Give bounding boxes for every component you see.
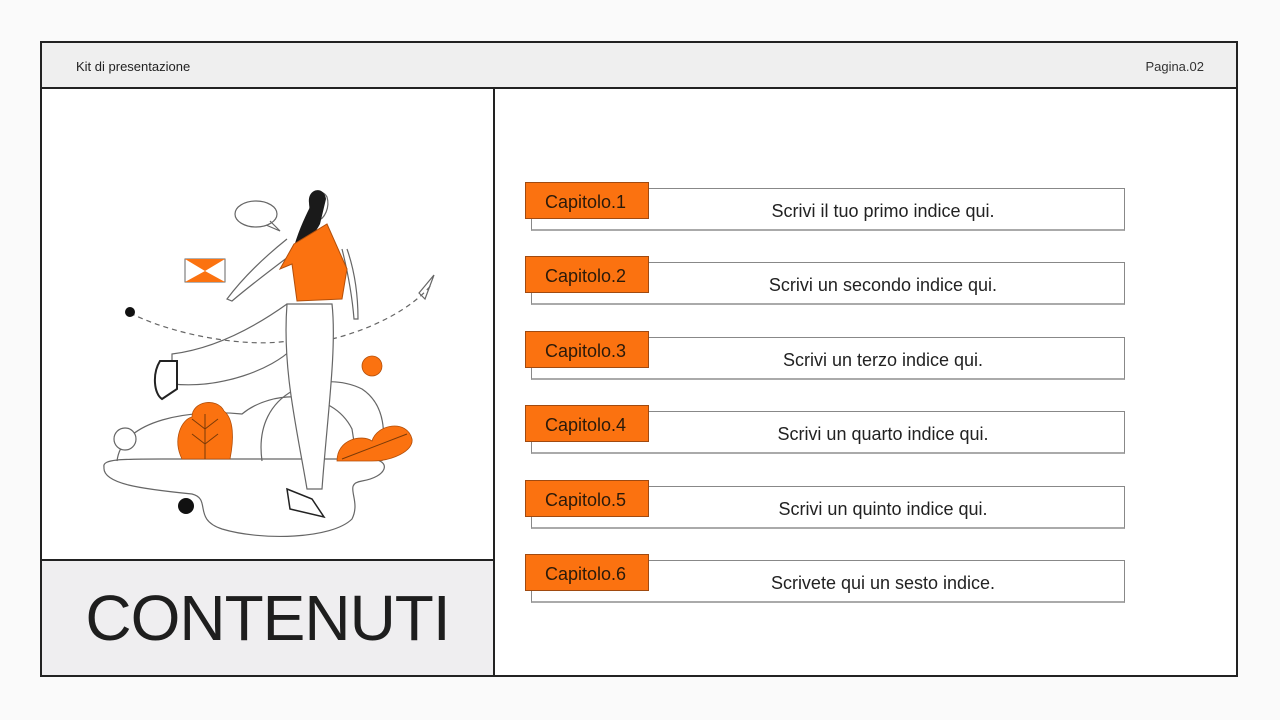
chapter-tag xyxy=(525,405,649,442)
chapter-tag xyxy=(525,256,649,293)
chapter-row-3[interactable] xyxy=(525,331,1125,381)
chapter-text: Scrivi il tuo primo indice qui. xyxy=(771,201,995,221)
chapter-row-4[interactable] xyxy=(525,405,1125,455)
chapter-row-6[interactable] xyxy=(525,554,1125,604)
title-panel xyxy=(42,559,493,675)
chapter-text: Scrivi un terzo indice qui. xyxy=(782,350,984,370)
chapter-text: Scrivi un quarto indice qui. xyxy=(777,424,989,444)
chapter-tag xyxy=(525,331,649,368)
chapter-tag xyxy=(525,182,649,219)
chapter-text: Scrivi un secondo indice qui. xyxy=(768,275,998,295)
chapter-tag-label: Capitolo.3 xyxy=(545,341,627,361)
chapter-row-2[interactable] xyxy=(525,256,1125,306)
kit-title: Kit di presentazione xyxy=(76,59,191,74)
chapter-tag xyxy=(525,554,649,591)
page-label: Pagina.02 xyxy=(1145,59,1204,74)
slide-title: CONTENUTI xyxy=(85,582,450,654)
chapter-tag-label: Capitolo.5 xyxy=(545,490,627,510)
chapter-text: Scrivi un quinto indice qui. xyxy=(778,499,988,519)
woman-walking-illustration xyxy=(42,89,493,559)
chapter-tag-label: Capitolo.2 xyxy=(545,266,627,286)
chapter-tag-label: Capitolo.6 xyxy=(545,564,627,584)
slide-header xyxy=(42,43,1236,89)
left-column xyxy=(42,89,495,675)
chapter-row-5[interactable] xyxy=(525,480,1125,530)
chapter-tag-label: Capitolo.1 xyxy=(545,192,627,212)
chapter-row-1[interactable] xyxy=(525,182,1125,232)
chapter-tag xyxy=(525,480,649,517)
chapter-tag-label: Capitolo.4 xyxy=(545,415,627,435)
chapter-text: Scrivete qui un sesto indice. xyxy=(770,573,996,593)
